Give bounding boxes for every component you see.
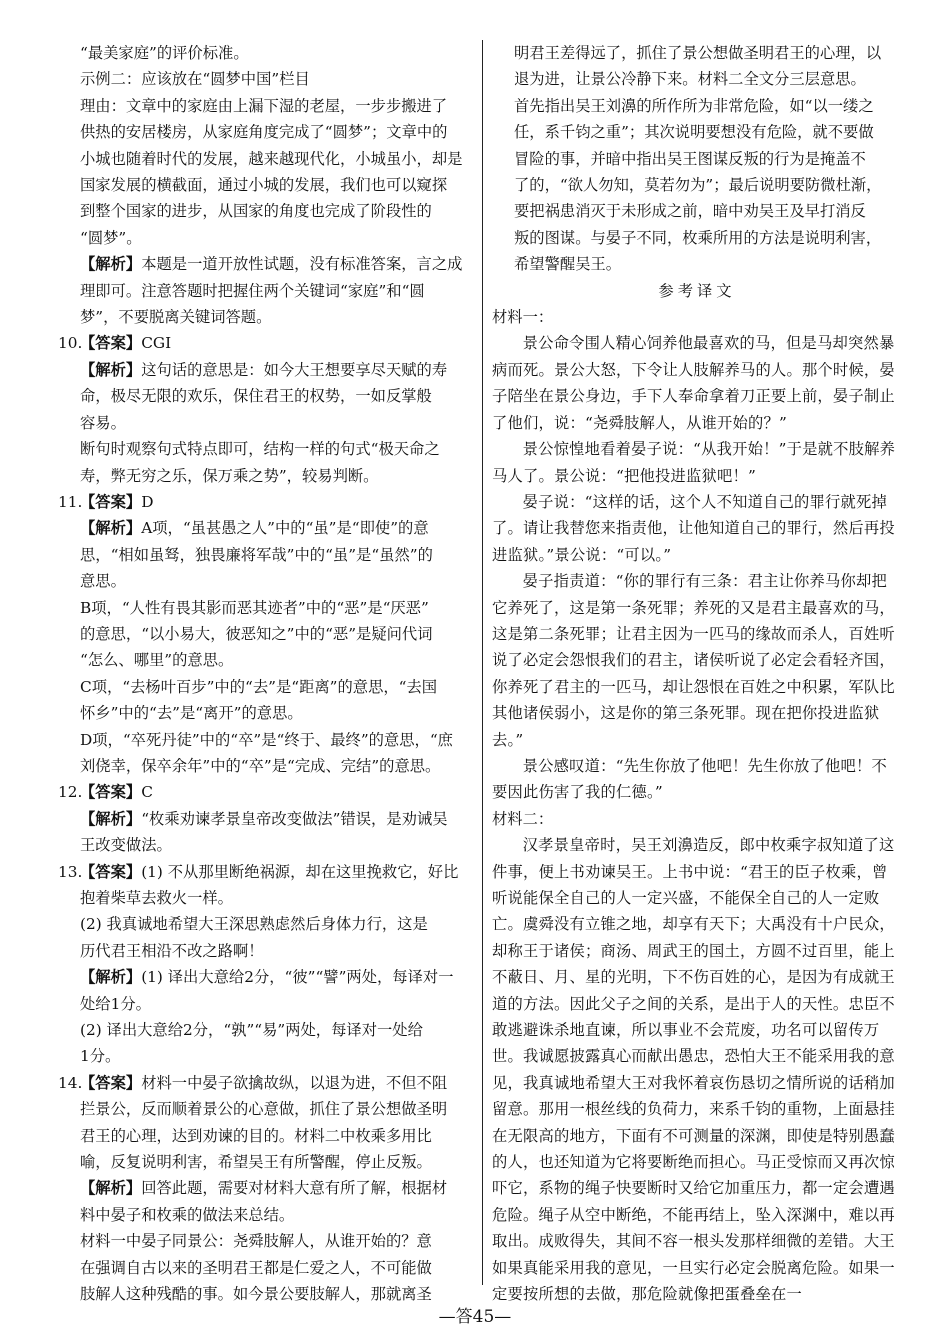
analysis-tag: 【解析】 (80, 809, 142, 828)
option-c-analysis: C项，“去杨叶百步”中的“去”是“距离”的意思，“去国 怀乡”中的“去”是“离开”的意思。 (80, 677, 438, 723)
page-number: —答45— (438, 1307, 512, 1327)
analysis-text: “枚乘劝谏孝景皇帝改变做法”错误，是劝诫吴 王改变做法。 (80, 809, 448, 855)
column-divider (482, 40, 483, 1285)
answer-tag: 【答案】 (80, 334, 142, 353)
translation-paragraph: 景公命令围人精心饲养他最喜欢的马，但是马却突然暴病而死。景公大怒，下令让人肢解养马的人。那个时候，晏子陪坐在景公身边，手下人奉命拿着刀正要上前，晏子制止了他们，说：“尧舜肢解人，从谁开始的？” (492, 334, 895, 432)
material-two-label: 材料二： (492, 809, 554, 828)
analysis-text-2: (2) 译出大意给2分，“孰”“易”两处，每译对一处给 1分。 (80, 1021, 423, 1066)
question-number: 13. (58, 862, 83, 881)
answer-text: C (141, 783, 153, 802)
analysis-tag: 【解析】 (80, 1179, 142, 1198)
q14-analysis-continued: 明君王差得远了，抓住了景公想做圣明君王的心理，以 退为进，让景公冷静下来。材料二全文分三层意思。 首先指出吴王刘濞的所作所为非常危险，如“以一缕之 任，系千钧之重”；其次说明要想没有危险，就不要做 冒险的事，并暗中指出吴王图谋反叛的行为是掩盖不 了的，“欲人勿知，莫若勿为”；最后说明要防微杜渐， 要把祸患消灭于未形成之前，暗中劝吴王及早打消反 叛的图谋。与晏子不同，枚乘所用的方法是说明利害， 希望警醒吴王。 (514, 44, 882, 274)
option-b-analysis: B项，“人性有畏其影而恶其迹者”中的“恶”是“厌恶” 的意思，“以小易大，彼恶知之”中的“恶”是疑问代词 “怎么、哪里”的意思。 (80, 598, 433, 670)
answer-text-2: (2) 我真诚地希望大王深思熟虑然后身体力行，这是 历代君王相沿不改之路啊！ (80, 915, 428, 960)
question-14 (58, 1070, 468, 1308)
translation-paragraph: 汉孝景皇帝时，吴王刘濞造反，郎中枚乘字叔知道了这件事，便上书劝谏吴王。上书中说：“君王的臣子枚乘，曾听说能保全自己的人一定兴盛，不能保全自己的人一定败亡。虞舜没有立锥之地，却享有天下；大禹没有十户民众，却称王于诸侯；商汤、周武王的国土，方圆不过百里，能上不蔽日、月、星的光明，下不伤百姓的心，是因为有成就王道的方法。因此父子之间的关系，是出于人的天性。忠臣不敢逃避诛杀地直谏，所以事业不会荒废，功名可以留传万世。我诚愿披露真心而献出愚忠，恐怕大王不能采用我的意见，我真诚地希望大王对我怀着哀伤恳切之情所说的话稍加留意。那用一根丝线的负荷力，来系千钧的重物，上面悬挂在无限高的地方，下面有不可测量的深渊，即使是特别愚蠢的人，也还知道为它将要断绝而担心。马正受惊而又再次惊吓它，系物的绳子快要断时又给它加重压力，都一定会遭遇危险。绳子从空中断绝，不能再结上，坠入深渊中，难以再取出。成败得失，其间不容一根头发那样细微的差错。大王如果真能采用我的意见，一旦实行必定会脱离危险。如果一定要按所想的去做，那危险就像把蛋叠垒在一 (492, 836, 895, 1304)
material-one-label: 材料一： (492, 308, 554, 327)
question-13 (58, 859, 468, 1070)
analysis-text: A项，“虽甚愚之人”中的“虽”是“即使”的意 思，“相如虽驽，独畏廉将军哉”中的“虽”是“虽然”的 意思。 (80, 519, 433, 591)
question-12 (58, 779, 468, 858)
translation-paragraph: 景公感叹道：“先生你放了他吧！先生你放了他吧！不要因此伤害了我的仁德。” (492, 756, 888, 802)
answer-tag: 【答案】 (80, 783, 142, 802)
analysis-text: 本题是一道开放性试题，没有标准答案，言之成 理即可。注意答题时把握住两个关键词“家庭”和“圆 梦”，不要脱离关键词答题。 (80, 255, 463, 327)
section-title: 参考译文 (658, 281, 736, 300)
example-two: 示例二：应该放在“圆梦中国”栏目 (80, 70, 310, 89)
analysis-tag: 【解析】 (80, 519, 142, 538)
analysis-tag: 【解析】 (80, 255, 142, 274)
question-number: 12. (58, 783, 83, 802)
question-number: 14. (58, 1073, 83, 1092)
answer-text: CGI (141, 334, 172, 353)
translation-paragraph: 景公惊惶地看着晏子说：“从我开始！”于是就不肢解养马人了。景公说：“把他投进监狱吧！” (492, 440, 896, 485)
answer-text: (1) 不从那里断绝祸源，却在这里挽救它，好比 抱着柴草去救火一样。 (80, 862, 459, 907)
translation-paragraph: 晏子说：“这样的话，这个人不知道自己的罪行就死掉了。请让我替您来指责他，让他知道自己的罪行，然后再投进监狱。”景公说：“可以。” (492, 492, 895, 564)
reason-paragraph: 理由：文章中的家庭由上漏下湿的老屋，一步步搬进了 供热的安居楼房，从家庭角度完成了“圆梦”；文章中的 小城也随着时代的发展，越来越现代化，小城虽小，却是 国家发展的横截面，通过小城的发展，我们也可以窥探 到整个国家的进步，从国家的角度也完成了阶段性的 “圆梦”。 (80, 96, 463, 247)
left-column (58, 40, 468, 1308)
analysis-tag: 【解析】 (80, 968, 142, 987)
analysis-extra: 断句时观察句式特点即可，结构一样的句式“极天命之 寿，弊无穷之乐，保万乘之势”，较易判断。 (80, 440, 440, 485)
analysis-tag: 【解析】 (80, 360, 142, 379)
analysis-text: 回答此题，需要对材料大意有所了解，根据材 料中晏子和枚乘的做法来总结。 (80, 1179, 448, 1224)
q9-analysis (58, 251, 468, 330)
question-number: 10. (58, 334, 83, 353)
answer-tag: 【答案】 (80, 492, 142, 511)
question-11 (58, 489, 468, 779)
question-10 (58, 330, 468, 488)
answer-tag: 【答案】 (80, 862, 142, 881)
analysis-text: 这句话的意思是：如今大王想要享尽天赋的寿 命，极尽无限的欢乐，保住君王的权势，一如反掌般 容易。 (80, 360, 448, 432)
question-number: 11. (58, 492, 83, 511)
option-d-analysis: D项，“卒死丹徒”中的“卒”是“终于、最终”的意思，“庶 刘侥幸，保卒余年”中的“卒”是“完成、完结”的意思。 (80, 730, 453, 775)
translation-paragraph: 晏子指责道：“你的罪行有三条：君主让你养马你却把它养死了，这是第一条死罪；养死的又是君主最喜欢的马，这是第二条死罪；让君主因为一匹马的缘故而杀人，百姓听说了必定会怨恨我们的君主，诸侯听说了必定会看轻齐国，你养死了君主的一匹马，却让怨恨在百姓之中积累，军队比其他诸侯弱小，这是你的第三条死罪。现在把你投进监狱去。” (492, 572, 895, 749)
answer-tag: 【答案】 (80, 1073, 142, 1092)
answer-text: D (141, 492, 154, 511)
analysis-text: (1) 译出大意给2分，“彼”“譬”两处，每译对一 处给1分。 (80, 968, 454, 1013)
analysis-extra: 材料一中晏子同景公：尧舜肢解人，从谁开始的？意 在强调自古以来的圣明君王都是仁爱之人，不可能做 肢解人这种残酷的事。如今景公要肢解人，那就离圣 (80, 1232, 432, 1304)
answer-text: 材料一中晏子欲擒故纵，以退为进，不但不阻 拦景公，反而顺着景公的心意做，抓住了景公想做圣明 君王的心理，达到劝谏的目的。材料二中枚乘多用比 喻，反复说明利害，希望吴王有所警醒，停止反叛。 (80, 1073, 448, 1172)
intro-line: “最美家庭”的评价标准。 (80, 44, 249, 62)
right-column (492, 40, 902, 1308)
